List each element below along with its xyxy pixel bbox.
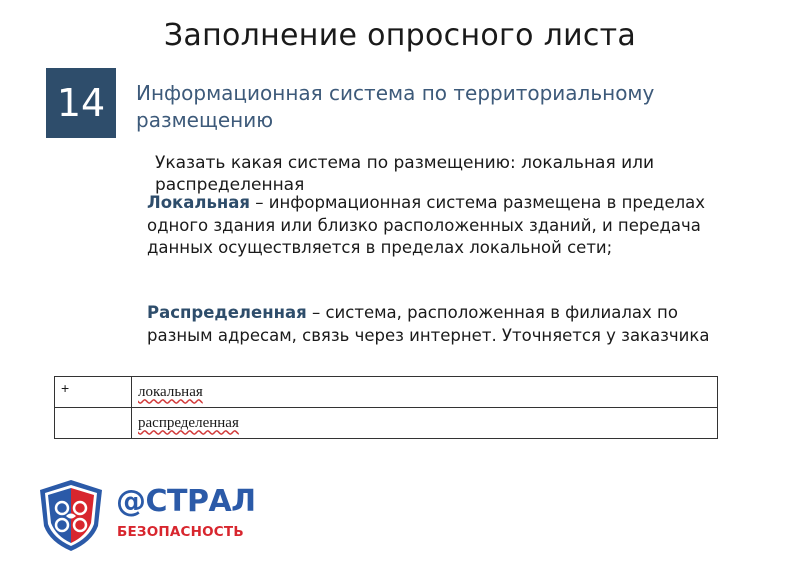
logo-name: @СТРАЛ <box>116 484 256 519</box>
local-term: Локальная <box>147 193 251 212</box>
distributed-term: Распределенная <box>147 303 307 322</box>
option-mark-cell[interactable]: + <box>55 377 132 408</box>
option-label-cell <box>132 408 718 439</box>
section-heading: Информационная система по территориальному размещению <box>136 81 655 132</box>
company-logo <box>36 478 276 553</box>
instruction-text: Указать какая система по размещению: локальная или распределенная <box>155 153 655 195</box>
distributed-description: – система, расположенная в филиалах по разным адресам, связь через интернет. Уточняется у заказчика <box>147 303 710 345</box>
option-mark-cell[interactable] <box>55 408 132 439</box>
options-table <box>54 376 718 439</box>
table-row <box>55 408 718 439</box>
distributed-definition <box>147 302 747 347</box>
slide-number-badge: 14 <box>46 68 116 138</box>
local-definition <box>147 192 747 260</box>
shield-emblem-icon <box>36 478 106 553</box>
local-description: – информационная система размещена в пределах одного здания или близко расположенных зданий, и передача данных осуществляется в пределах локальной сети; <box>147 193 706 257</box>
table-row <box>55 377 718 408</box>
option-label-cell <box>132 377 718 408</box>
logo-subtitle: БЕЗОПАСНОСТЬ <box>117 524 244 540</box>
slide-title: Заполнение опросного листа <box>163 18 637 53</box>
option-label: локальная <box>138 383 203 400</box>
option-label: распределенная <box>138 414 239 431</box>
